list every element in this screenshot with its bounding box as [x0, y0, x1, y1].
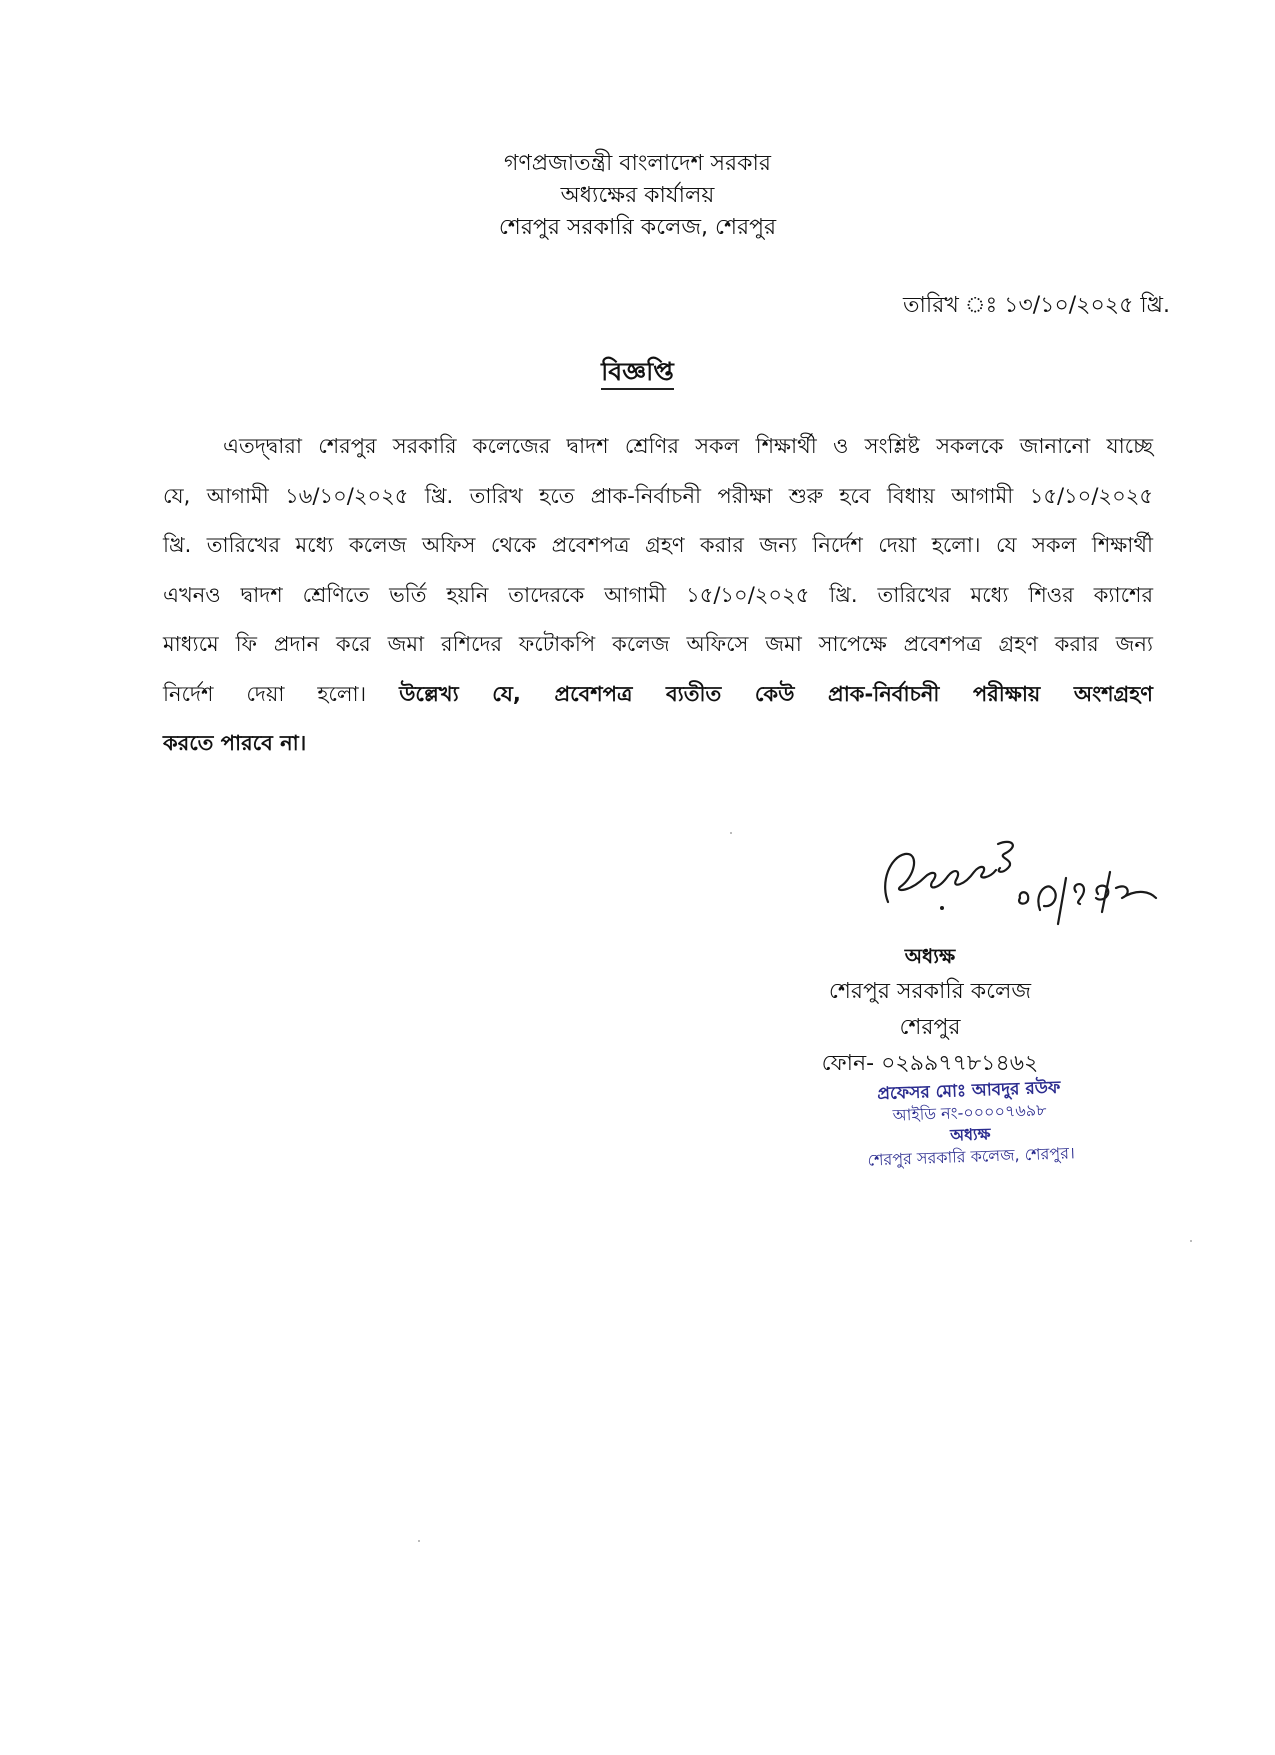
- signatory-phone: ফোন- ০২৯৯৭৭৮১৪৬২: [821, 1051, 1039, 1076]
- notice-body: [163, 422, 1153, 769]
- scan-speck: [418, 1540, 420, 1542]
- notice-title: [0, 352, 1275, 395]
- signature-stroke: [1096, 872, 1110, 912]
- signature-stroke: [1058, 878, 1066, 924]
- stamp-name: প্রফেসর মোঃ আবদুর রউফ: [876, 1077, 1061, 1105]
- body-line: মাধ্যমে ফি প্রদান করে জমা রশিদের ফটোকপি কলেজ অফিসে জমা সাপেক্ষে প্রবেশপত্র গ্রহণ করার জন্য: [163, 632, 1153, 656]
- important-note-end: করতে পারবে না।: [163, 731, 307, 755]
- body-line-normal-part: নির্দেশ দেয়া হলো।: [163, 681, 400, 706]
- body-line: এতদ্দ্বারা শেরপুর সরকারি কলেজের দ্বাদশ শ্রেণির সকল শিক্ষার্থী ও সংশ্লিষ্ট সকলকে জানানো যাচ্ছে: [223, 434, 1153, 458]
- signatory-city: শেরপুর: [899, 1015, 961, 1040]
- signature-stroke: [998, 842, 1013, 872]
- notice-title-text: বিজ্ঞপ্তি: [601, 357, 674, 390]
- signature-stroke: [1019, 892, 1028, 903]
- body-line: যে, আগামী ১৬/১০/২০২৫ খ্রি. তারিখ হতে প্রাক-নির্বাচনী পরীক্ষা শুরু হবে বিধায় আগামী ১৫/১০/২০২৫: [163, 483, 1153, 508]
- body-line: এখনও দ্বাদশ শ্রেণিতে ভর্তি হয়নি তাদেরকে আগামী ১৫/১০/২০২৫ খ্রি. তারিখের মধ্যে শিওর ক্যাশের: [163, 582, 1153, 607]
- stamp-title: অধ্যক্ষ: [949, 1124, 991, 1145]
- scan-speck: [1190, 1240, 1192, 1242]
- signatory-institution: শেরপুর সরকারি কলেজ: [828, 979, 1032, 1004]
- letterhead: [0, 148, 1275, 244]
- signatory-title: অধ্যক্ষ: [904, 944, 956, 968]
- handwritten-signature: [870, 832, 1160, 952]
- signature-dot: [940, 906, 944, 910]
- stamp-id: আইডি নং-০০০০৭৬৯৮: [892, 1100, 1047, 1125]
- signature-stroke: [1038, 886, 1055, 910]
- government-name: গণপ্রজাতন্ত্রী বাংলাদেশ সরকার: [503, 151, 772, 176]
- scan-speck: [730, 832, 732, 834]
- stamp-institution: শেরপুর সরকারি কলেজ, শেরপুর।: [867, 1143, 1076, 1170]
- notice-date: তারিখ ঃ ১৩/১০/২০২৫ খ্রি.: [903, 293, 1170, 318]
- office-name: অধ্যক্ষের কার্যালয়: [560, 183, 715, 208]
- body-line: [163, 670, 1153, 720]
- signature-stroke: [1116, 886, 1156, 898]
- college-name: শেরপুর সরকারি কলেজ, শেরপুর: [498, 215, 777, 240]
- official-seal-stamp: [819, 1075, 1122, 1173]
- body-line: খ্রি. তারিখের মধ্যে কলেজ অফিস থেকে প্রবেশপত্র গ্রহণ করার জন্য নির্দেশ দেয়া হলো। যে সকল শিক্ষার্থী: [163, 533, 1153, 557]
- important-note: উল্লেখ্য যে, প্রবেশপত্র ব্যতীত কেউ প্রাক-নির্বাচনী পরীক্ষায় অংশগ্রহণ: [399, 681, 1153, 706]
- signatory-block: [760, 938, 1100, 1082]
- signature-stroke: [885, 854, 996, 902]
- signature-stroke: [1075, 884, 1084, 904]
